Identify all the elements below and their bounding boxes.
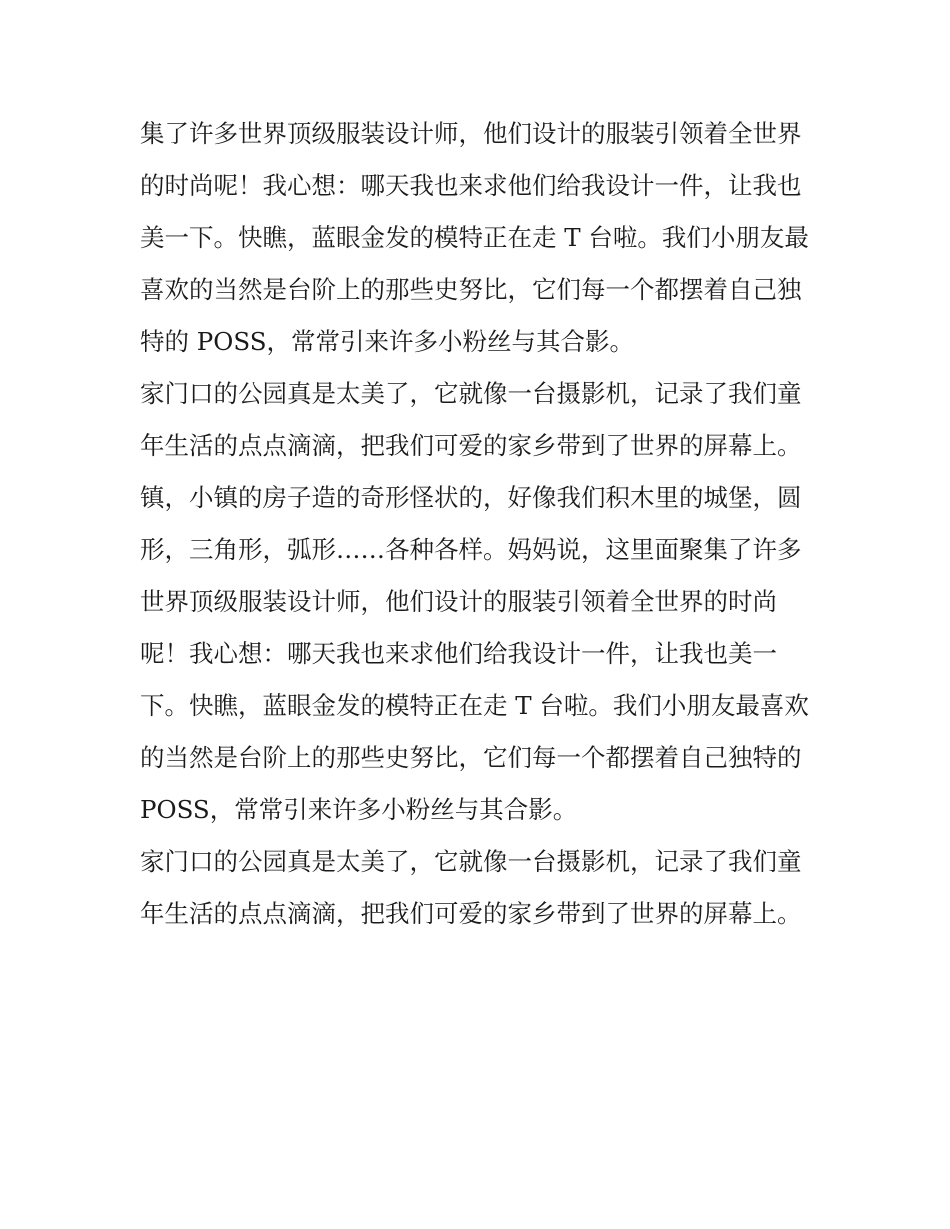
text-line: 家门口的公园真是太美了，它就像一台摄影机，记录了我们童 <box>140 379 802 408</box>
text-line: 的当然是台阶上的那些史努比，它们每一个都摆着自己独特的 <box>140 743 802 772</box>
text-line: 形，三角形，弧形……各种各样。妈妈说，这里面聚集了许多 <box>140 535 802 564</box>
text-line: 年生活的点点滴滴，把我们可爱的家乡带到了世界的屏幕上。 <box>140 899 802 928</box>
text-line: 集了许多世界顶级服装设计师，他们设计的服装引领着全世界 <box>140 119 802 148</box>
text-line: 特的 POSS，常常引来许多小粉丝与其合影。 <box>140 327 634 356</box>
text-line: 下。快瞧，蓝眼金发的模特正在走 T 台啦。我们小朋友最喜欢 <box>140 691 809 720</box>
text-line: 美一下。快瞧，蓝眼金发的模特正在走 T 台啦。我们小朋友最 <box>140 223 809 252</box>
text-line: POSS，常常引来许多小粉丝与其合影。 <box>140 795 578 824</box>
text-line: 家门口的公园真是太美了，它就像一台摄影机，记录了我们童 <box>140 847 802 876</box>
text-line: 呢！我心想：哪天我也来求他们给我设计一件，让我也美一 <box>140 639 777 668</box>
text-line: 喜欢的当然是台阶上的那些史努比，它们每一个都摆着自己独 <box>140 275 802 304</box>
body-text <box>140 108 820 940</box>
text-line: 世界顶级服装设计师，他们设计的服装引领着全世界的时尚 <box>140 587 777 616</box>
text-line: 镇，小镇的房子造的奇形怪状的，好像我们积木里的城堡，圆 <box>140 483 802 512</box>
text-line: 年生活的点点滴滴，把我们可爱的家乡带到了世界的屏幕上。 <box>140 431 802 460</box>
text-line: 的时尚呢！我心想：哪天我也来求他们给我设计一件，让我也 <box>140 171 802 200</box>
